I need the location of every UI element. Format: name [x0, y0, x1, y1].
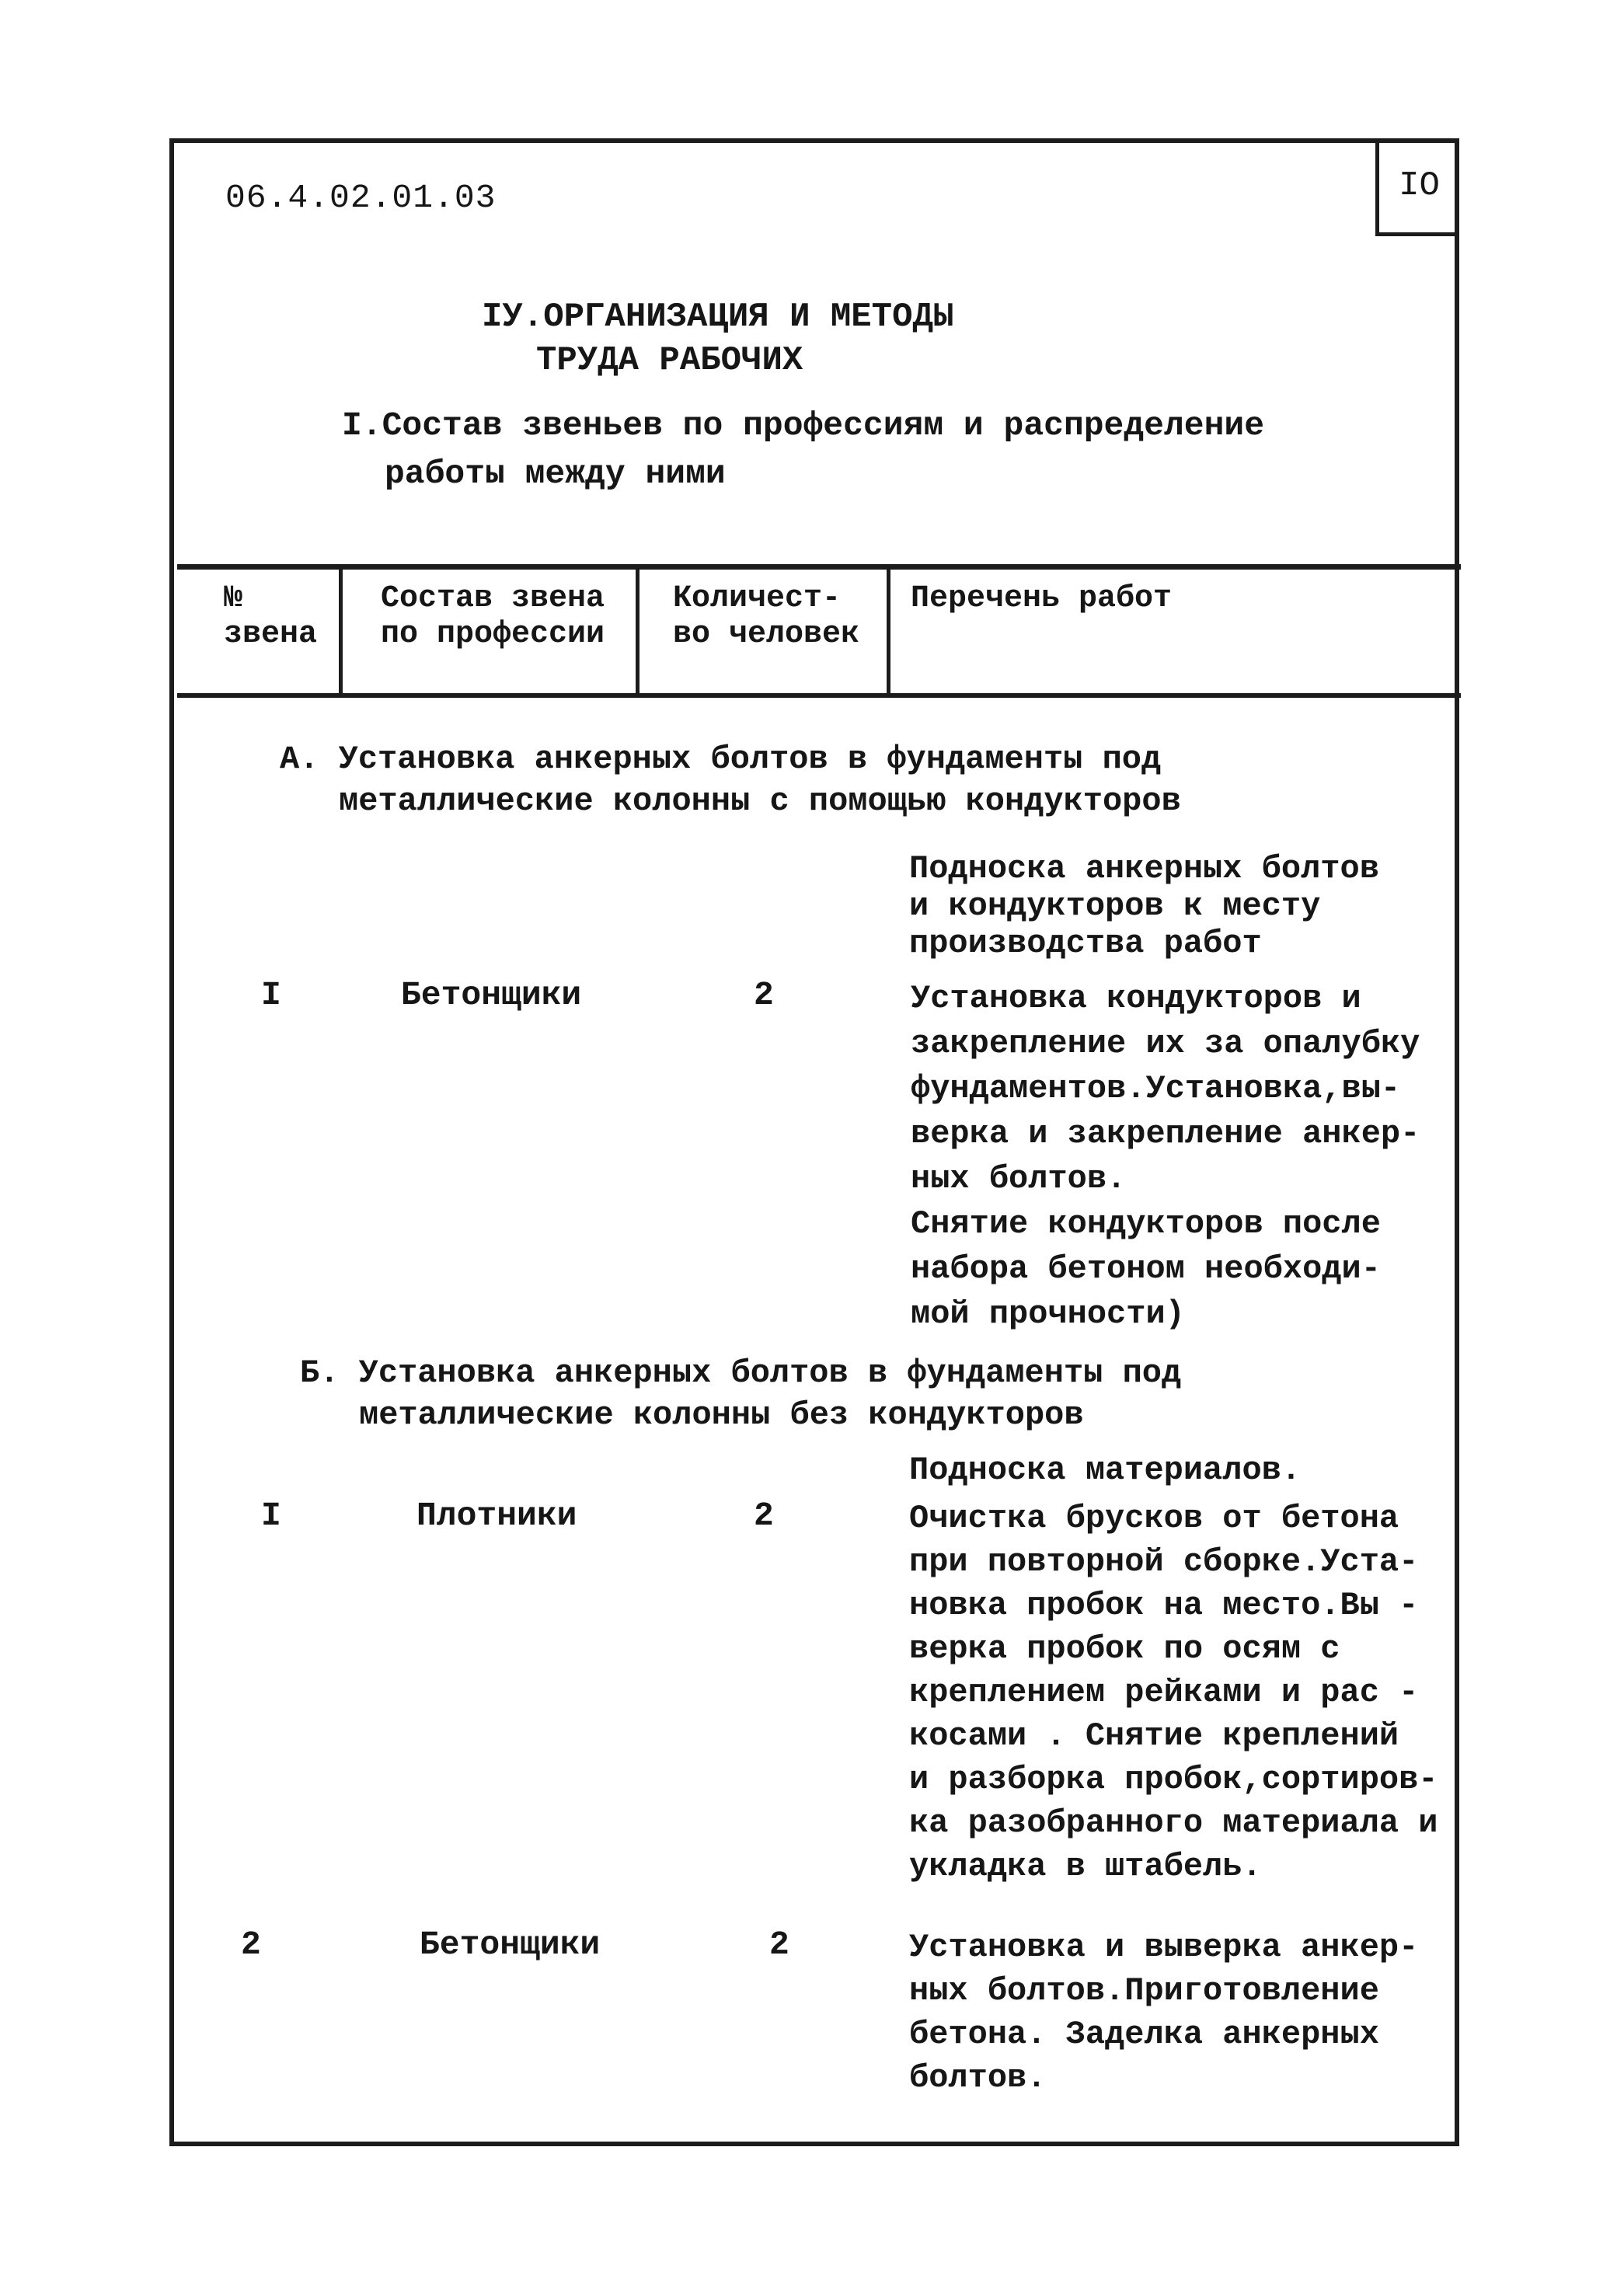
header-number-line1: №	[224, 581, 243, 616]
desc-line: фундаментов.Установка,вы-	[911, 1070, 1401, 1107]
subsection-title-line2: работы между ними	[385, 455, 726, 493]
table-header-bottom-rule	[177, 693, 1461, 698]
row-b2-count: 2	[769, 1926, 789, 1964]
desc-line: Снятие кондукторов после	[911, 1205, 1381, 1243]
row-b1-number: I	[261, 1497, 281, 1535]
desc-line: при повторной сборке.Уста-	[909, 1543, 1419, 1581]
header-count-line2: во человек	[673, 617, 860, 652]
header-number-line2: звена	[224, 617, 318, 652]
section-title-line2: ТРУДА РАБОЧИХ	[536, 341, 803, 380]
desc-line: верка и закрепление анкер-	[911, 1115, 1420, 1152]
desc-line: закрепление их за опалубку	[911, 1025, 1420, 1062]
row-b2-number: 2	[241, 1926, 261, 1964]
header-profession-line1: Состав звена	[381, 581, 605, 616]
subsection-title: I.Состав звеньев по профессиям и распределение	[342, 406, 1264, 444]
page-number: IO	[1375, 138, 1459, 236]
group-b-title-line1: Б. Установка анкерных болтов в фундаменты под	[300, 1354, 1182, 1392]
row-a1-desc	[911, 976, 1420, 1337]
desc-line: мой прочности)	[911, 1295, 1185, 1333]
desc-line: ных болтов.	[911, 1160, 1127, 1197]
row-a1-profession: Бетонщики	[401, 976, 582, 1014]
desc-line: Установка и выверка анкер-	[909, 1929, 1419, 1966]
header-work-list: Перечень работ	[911, 581, 1173, 616]
desc-line: верка пробок по осям с	[909, 1630, 1340, 1668]
desc-line: и кондукторов к месту	[909, 887, 1321, 925]
desc-line: креплением рейками и рас -	[909, 1674, 1419, 1711]
group-b-pre-desc	[909, 1452, 1301, 1489]
desc-line: ка разобранного материала и	[909, 1804, 1438, 1842]
row-b2-desc	[909, 1926, 1418, 2100]
desc-line: Подноска материалов.	[909, 1452, 1302, 1489]
desc-line: бетона. Заделка анкерных	[909, 2016, 1379, 2053]
desc-line: производства работ	[909, 925, 1262, 962]
group-b-title	[300, 1352, 1181, 1436]
column-divider-2	[636, 570, 639, 693]
group-a-title-line1: А. Установка анкерных болтов в фундаменты под	[280, 741, 1162, 778]
header-count-line1: Количест-	[673, 581, 842, 616]
column-divider-3	[887, 570, 890, 693]
header-profession	[381, 581, 605, 653]
header-number	[224, 581, 317, 653]
desc-line: косами . Снятие креплений	[909, 1717, 1399, 1755]
section-title: IУ.ОРГАНИЗАЦИЯ И МЕТОДЫ	[482, 298, 954, 336]
group-b-title-line2: металлические колонны без кондукторов	[359, 1396, 1084, 1434]
desc-line: набора бетоном необходи-	[911, 1250, 1381, 1288]
row-b1-profession: Плотники	[416, 1497, 577, 1535]
desc-line: и разборка пробок,сортиров-	[909, 1761, 1438, 1798]
column-divider-1	[339, 570, 343, 693]
row-b1-count: 2	[754, 1497, 774, 1535]
document-code: 06.4.02.01.03	[225, 179, 497, 217]
desc-line: Установка кондукторов и	[911, 980, 1361, 1017]
group-a-title-line2: металлические колонны с помощью кондукторов	[339, 782, 1181, 820]
header-profession-line2: по профессии	[381, 617, 605, 652]
desc-line: ных болтов.Приготовление	[909, 1972, 1379, 2009]
table-top-rule	[177, 564, 1461, 570]
desc-line: болтов.	[909, 2059, 1047, 2096]
desc-line: Очистка брусков от бетона	[909, 1500, 1399, 1537]
desc-line: новка пробок на место.Вы -	[909, 1587, 1419, 1624]
row-a1-count: 2	[754, 976, 774, 1014]
group-a-pre-desc	[909, 850, 1379, 962]
row-a1-number: I	[261, 976, 281, 1014]
desc-line: Подноска анкерных болтов	[909, 850, 1379, 887]
header-count	[673, 581, 859, 653]
row-b2-profession: Бетонщики	[420, 1926, 601, 1964]
row-b1-desc	[909, 1497, 1438, 1888]
group-a-title	[280, 738, 1181, 822]
desc-line: укладка в штабель.	[909, 1848, 1262, 1885]
